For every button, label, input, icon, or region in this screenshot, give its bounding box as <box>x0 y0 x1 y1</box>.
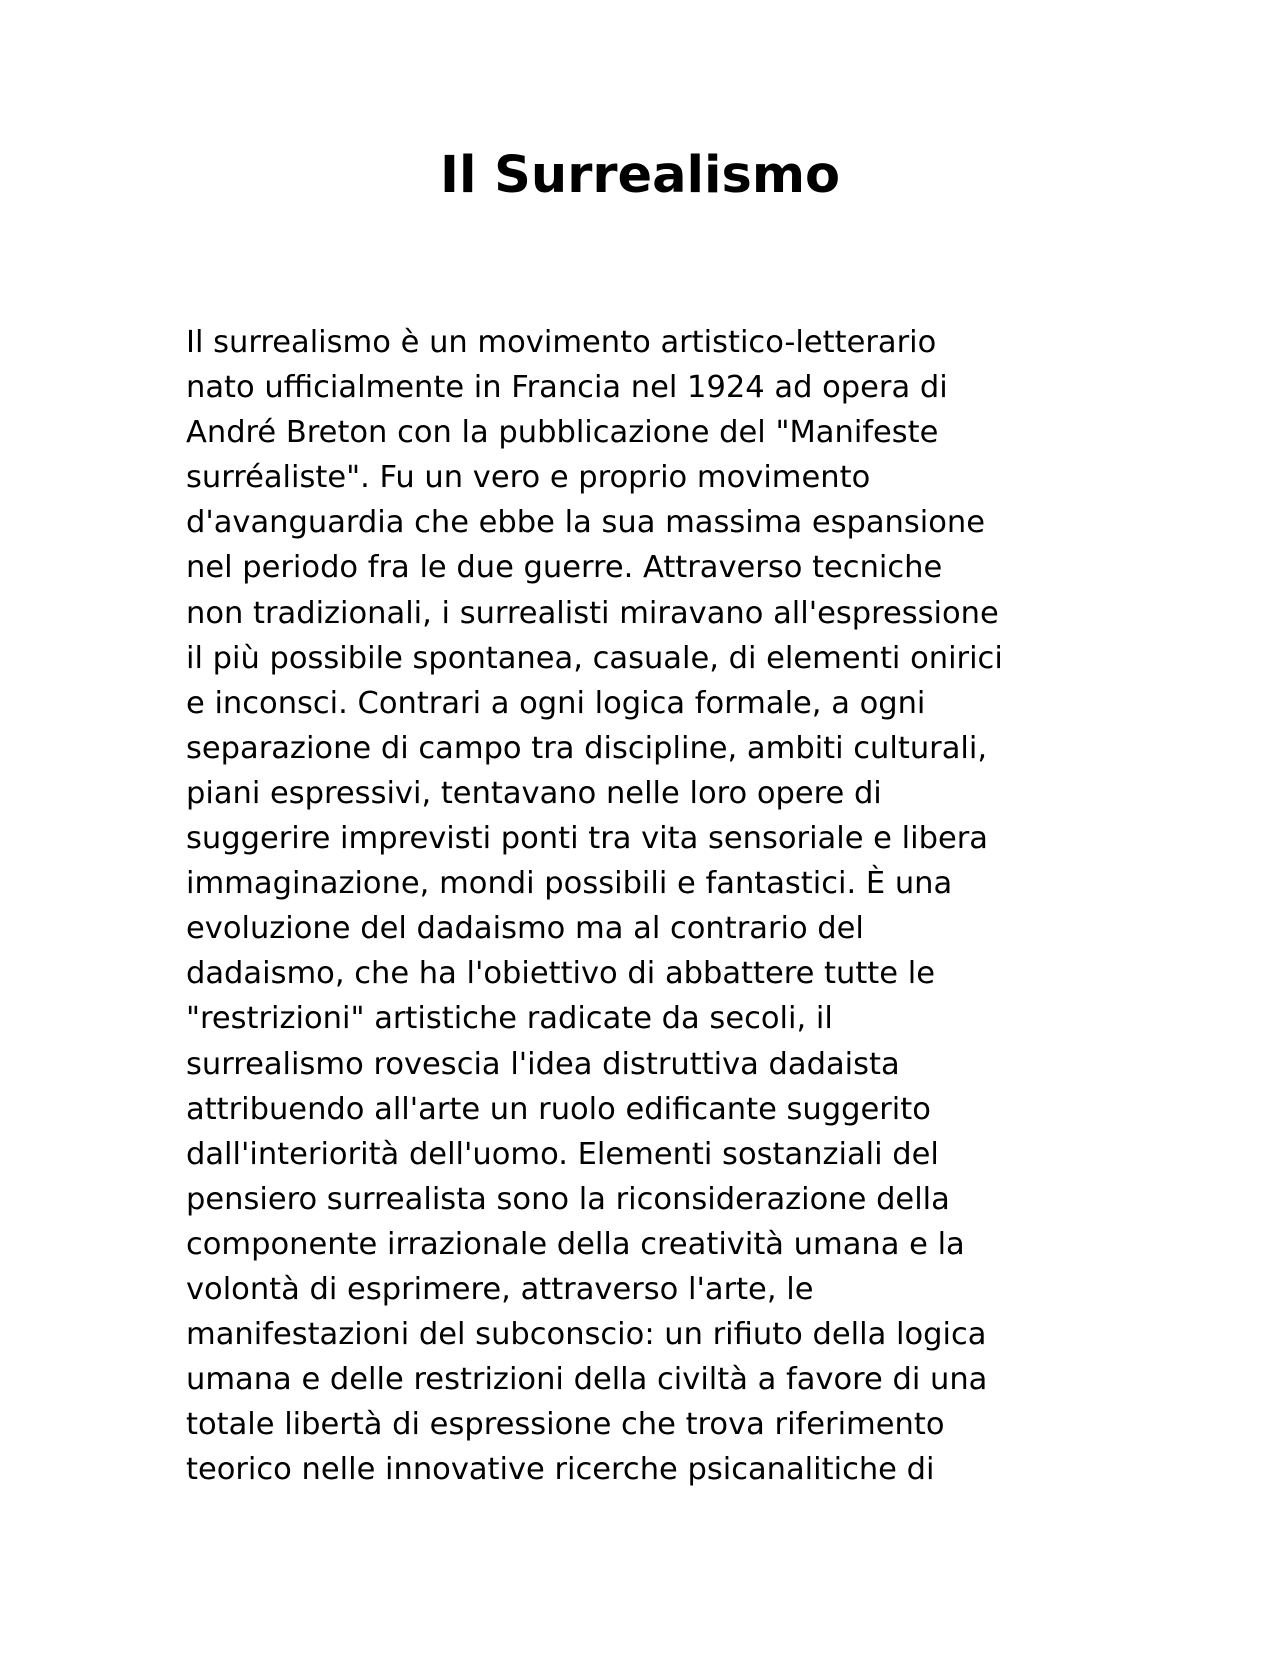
text-line: surrealismo rovescia l'idea distruttiva dadaista <box>186 1046 900 1082</box>
text-line: evoluzione del dadaismo ma al contrario del <box>186 911 864 947</box>
text-line: "restrizioni" artistiche radicate da secoli, il <box>186 1001 833 1037</box>
text-line: pensiero surrealista sono la riconsiderazione della <box>186 1181 950 1217</box>
text-line: dadaismo, che ha l'obiettivo di abbattere tutte le <box>186 956 935 992</box>
text-line: non tradizionali, i surrealisti miravano all'espressione <box>186 595 999 631</box>
text-line: totale libertà di espressione che trova riferimento <box>186 1407 945 1443</box>
text-line: componente irrazionale della creatività umana e la <box>186 1226 965 1262</box>
text-line: teorico nelle innovative ricerche psicanalitiche di <box>186 1452 935 1488</box>
text-line: d'avanguardia che ebbe la sua massima espansione <box>186 505 985 541</box>
page-title: Il Surrealismo <box>439 146 841 205</box>
text-line: André Breton con la pubblicazione del "Manifeste <box>186 415 939 451</box>
body-paragraph <box>186 320 1003 1492</box>
text-line: volontà di esprimere, attraverso l'arte, le <box>186 1271 814 1307</box>
text-line: manifestazioni del subconscio: un rifiuto della logica <box>186 1317 987 1353</box>
text-line: piani espressivi, tentavano nelle loro opere di <box>186 775 882 811</box>
text-line: nel periodo fra le due guerre. Attraverso tecniche <box>186 550 943 586</box>
text-line: umana e delle restrizioni della civiltà a favore di una <box>186 1362 988 1398</box>
text-line: immaginazione, mondi possibili e fantastici. È una <box>186 866 953 902</box>
text-line: dall'interiorità dell'uomo. Elementi sostanziali del <box>186 1136 939 1172</box>
text-line: separazione di campo tra discipline, ambiti culturali, <box>186 730 988 766</box>
text-line: nato ufficialmente in Francia nel 1924 ad opera di <box>186 370 948 406</box>
text-line: Il surrealismo è un movimento artistico-letterario <box>186 325 937 360</box>
text-line: attribuendo all'arte un ruolo edificante suggerito <box>186 1091 931 1127</box>
text-line: il più possibile spontanea, casuale, di elementi onirici <box>186 640 1003 676</box>
text-line: e inconsci. Contrari a ogni logica formale, a ogni <box>186 685 926 721</box>
text-line: surréaliste". Fu un vero e proprio movimento <box>186 460 871 496</box>
text-line: suggerire imprevisti ponti tra vita sensoriale e libera <box>186 821 988 857</box>
